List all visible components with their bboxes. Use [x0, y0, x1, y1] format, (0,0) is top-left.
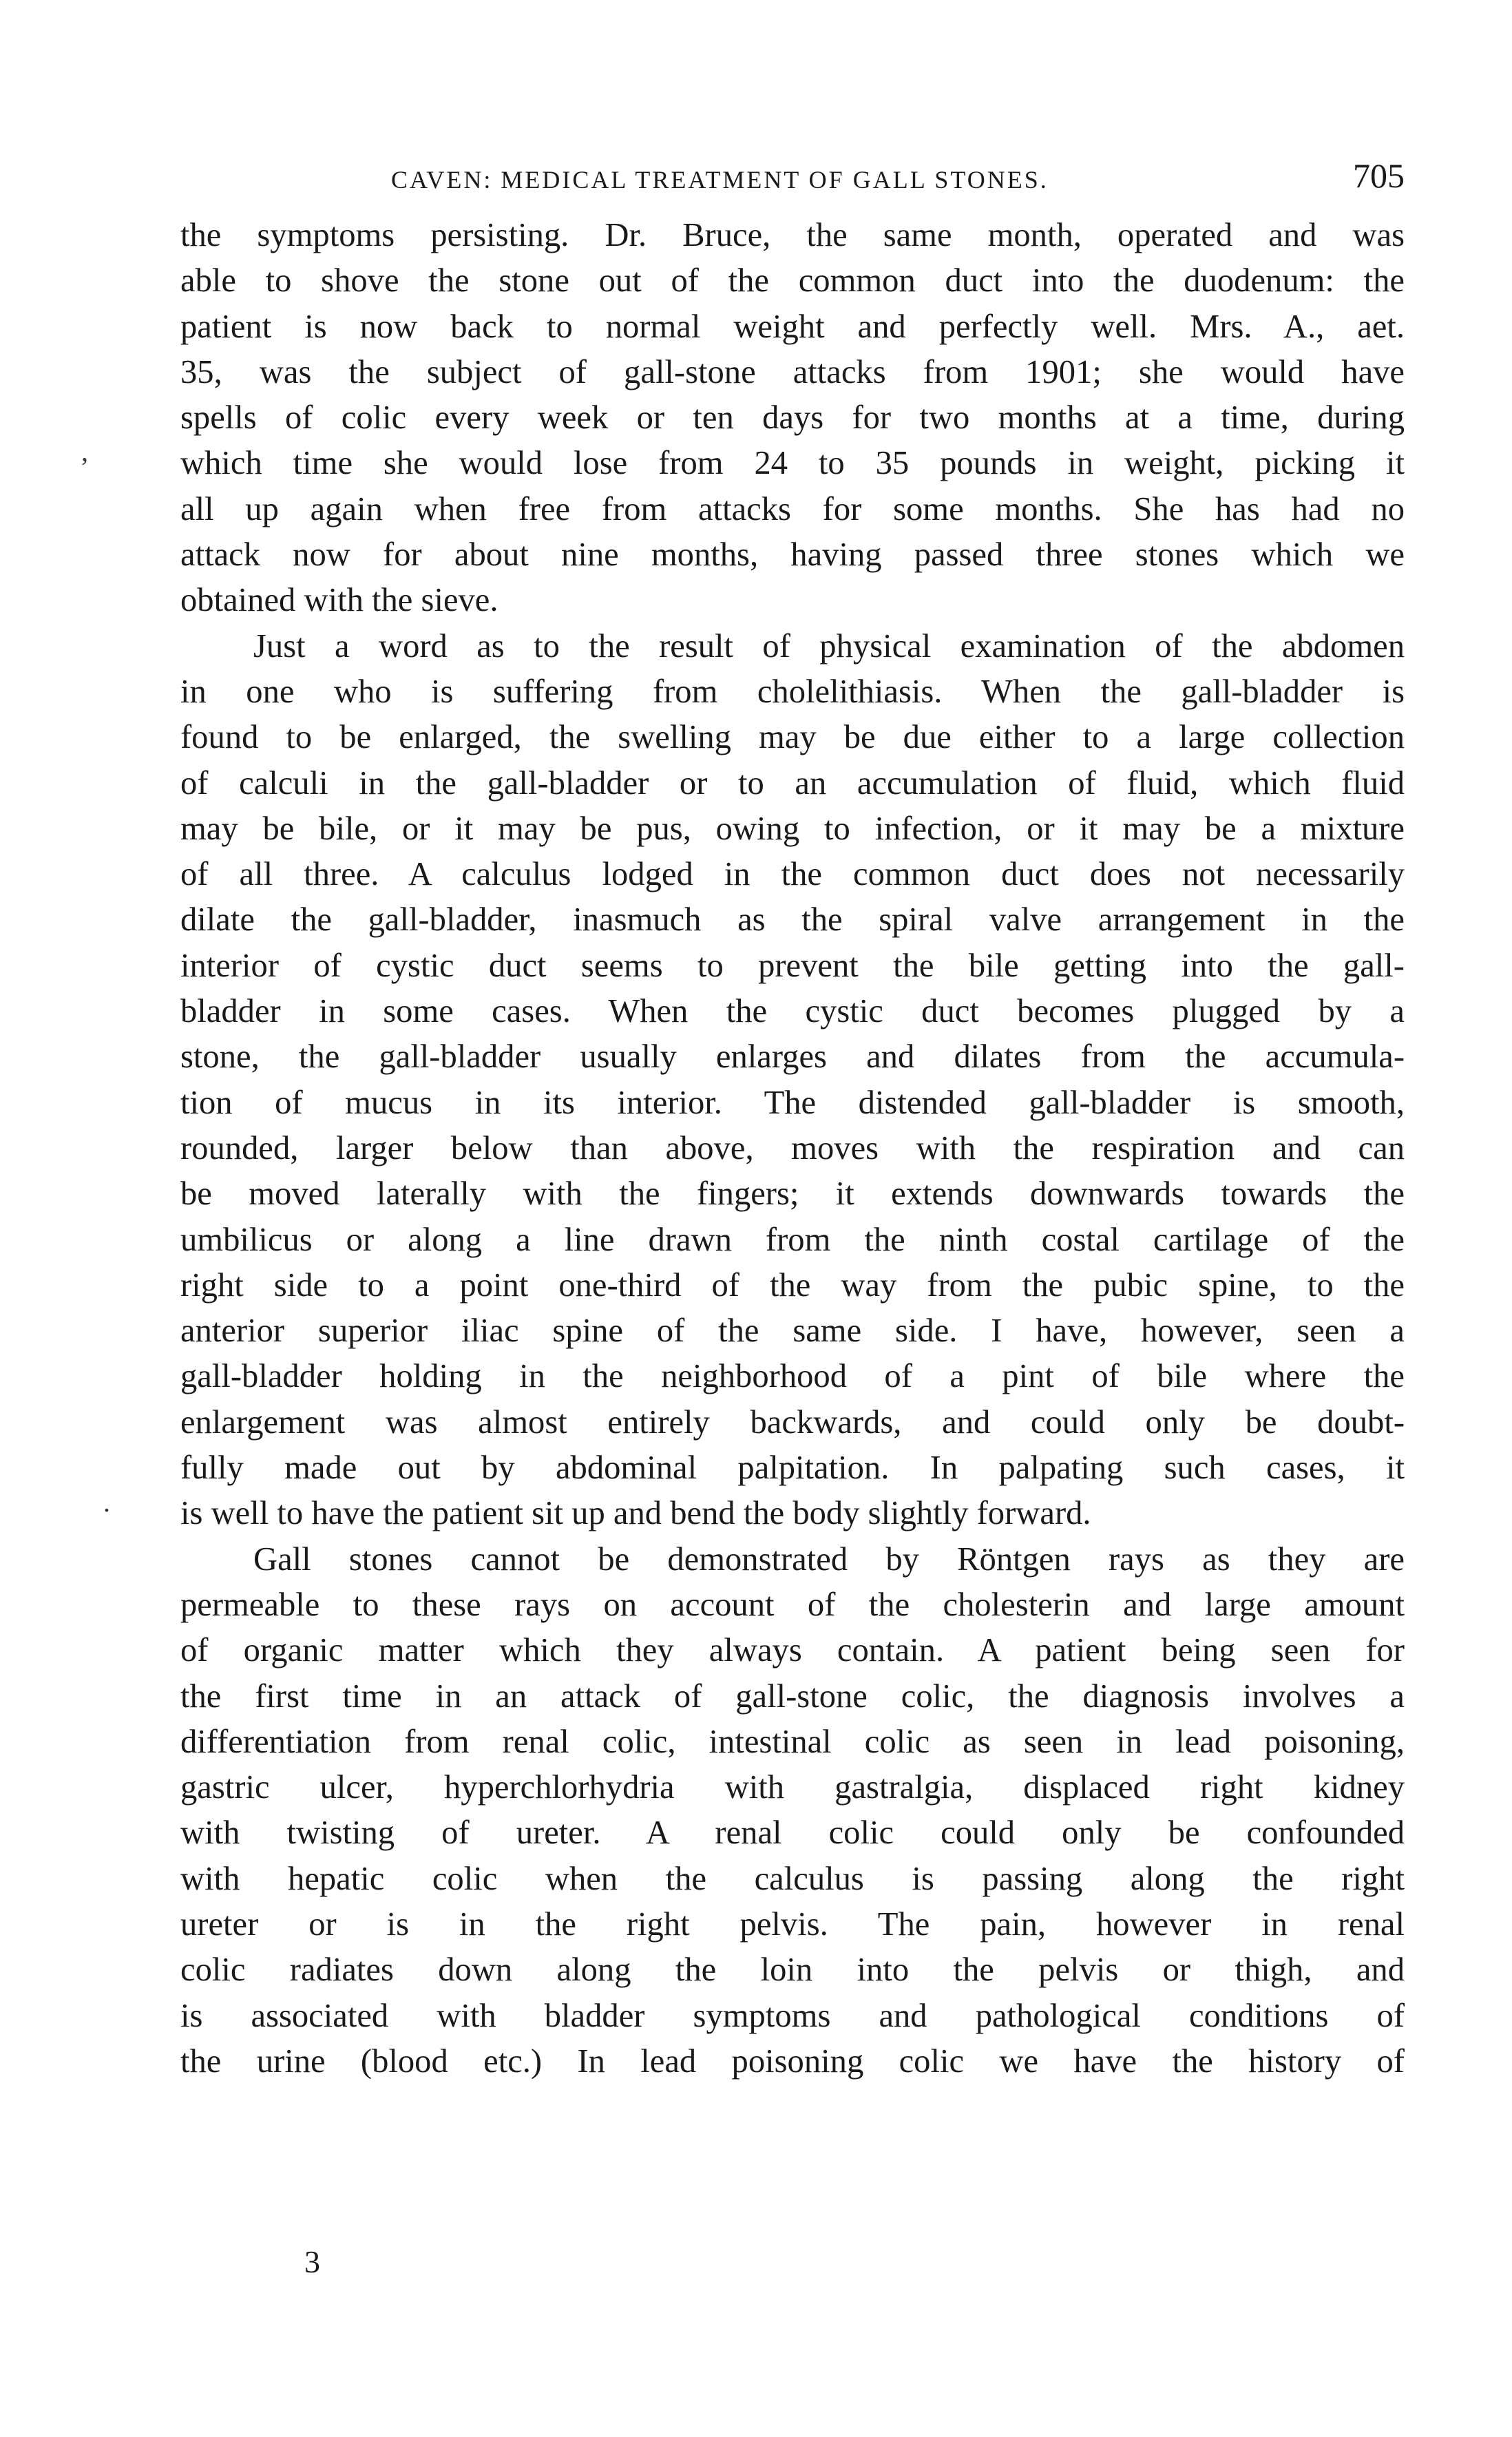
- text-line: Gall stones cannot be demonstrated by Röntgen rays as they are: [253, 1540, 1405, 1578]
- text-line: able to shove the stone out of the common duct into the duodenum: the: [180, 262, 1405, 300]
- text-line: tion of mucus in its interior. The distended gall-bladder is smooth,: [180, 1083, 1405, 1121]
- page-header: [180, 153, 1405, 201]
- text-line: spells of colic every week or ten days for two months at a time, during: [180, 399, 1405, 437]
- margin-mark: ,: [81, 436, 88, 467]
- text-line: fully made out by abdominal palpitation. In palpating such cases, it: [180, 1449, 1405, 1487]
- text-line: gastric ulcer, hyperchlorhydria with gastralgia, displaced right kidney: [180, 1768, 1405, 1806]
- text-line: permeable to these rays on account of the cholesterin and large amount: [180, 1585, 1405, 1623]
- text-line: attack now for about nine months, having passed three stones which we: [180, 536, 1405, 574]
- text-line: in one who is suffering from cholelithiasis. When the gall-bladder is: [180, 672, 1405, 710]
- text-line: all up again when free from attacks for some months. She has had no: [180, 490, 1405, 527]
- text-line: 35, was the subject of gall-stone attacks from 1901; she would have: [180, 353, 1405, 390]
- margin-mark: .: [103, 1487, 110, 1518]
- text-line: of organic matter which they always contain. A patient being seen for: [180, 1631, 1405, 1669]
- text-line: stone, the gall-bladder usually enlarges and dilates from the accumula-: [180, 1038, 1405, 1076]
- text-line: found to be enlarged, the swelling may be due either to a large collection: [180, 718, 1405, 756]
- running-title: CAVEN: MEDICAL TREATMENT OF GALL STONES.: [391, 166, 1049, 194]
- text-line: enlargement was almost entirely backwards, and could only be doubt-: [180, 1403, 1405, 1441]
- text-line: patient is now back to normal weight and perfectly well. Mrs. A., aet.: [180, 307, 1405, 345]
- text-line: right side to a point one-third of the way from the pubic spine, to the: [180, 1266, 1405, 1304]
- text-line: bladder in some cases. When the cystic duct becomes plugged by a: [180, 992, 1405, 1030]
- body-text: [180, 212, 1405, 2084]
- text-line: ureter or is in the right pelvis. The pain, however in renal: [180, 1905, 1405, 1943]
- text-line: may be bile, or it may be pus, owing to infection, or it may be a mixture: [180, 809, 1405, 847]
- text-line: rounded, larger below than above, moves with the respiration and can: [180, 1129, 1405, 1167]
- text-line: with twisting of ureter. A renal colic could only be confounded: [180, 1814, 1405, 1852]
- text-line: is associated with bladder symptoms and pathological conditions of: [180, 1996, 1405, 2034]
- text-line: interior of cystic duct seems to prevent the bile getting into the gall-: [180, 946, 1405, 984]
- text-line: differentiation from renal colic, intestinal colic as seen in lead poisoning,: [180, 1722, 1405, 1760]
- text-line: of all three. A calculus lodged in the common duct does not necessarily: [180, 855, 1405, 893]
- text-line: the urine (blood etc.) In lead poisoning colic we have the history of: [180, 2042, 1405, 2080]
- text-line: Just a word as to the result of physical examination of the abdomen: [253, 627, 1405, 665]
- text-line: of calculi in the gall-bladder or to an accumulation of fluid, which fluid: [180, 764, 1405, 802]
- text-line: anterior superior iliac spine of the same side. I have, however, seen a: [180, 1312, 1405, 1350]
- text-line: gall-bladder holding in the neighborhood of a pint of bile where the: [180, 1357, 1405, 1395]
- text-line: the first time in an attack of gall-stone colic, the diagnosis involves a: [180, 1677, 1405, 1715]
- page-number: 705: [1353, 156, 1405, 195]
- signature-mark: 3: [304, 2244, 320, 2279]
- text-line: umbilicus or along a line drawn from the ninth costal cartilage of the: [180, 1220, 1405, 1258]
- text-line: obtained with the sieve.: [180, 581, 498, 619]
- text-line: is well to have the patient sit up and bend the body slightly forward.: [180, 1494, 1091, 1532]
- text-line: dilate the gall-bladder, inasmuch as the spiral valve arrangement in the: [180, 901, 1405, 939]
- text-line: colic radiates down along the loin into the pelvis or thigh, and: [180, 1951, 1405, 1989]
- text-line: the symptoms persisting. Dr. Bruce, the same month, operated and was: [180, 216, 1405, 253]
- text-line: which time she would lose from 24 to 35 pounds in weight, picking it: [180, 444, 1405, 482]
- text-line: with hepatic colic when the calculus is passing along the right: [180, 1859, 1405, 1897]
- text-line: be moved laterally with the fingers; it extends downwards towards the: [180, 1175, 1405, 1213]
